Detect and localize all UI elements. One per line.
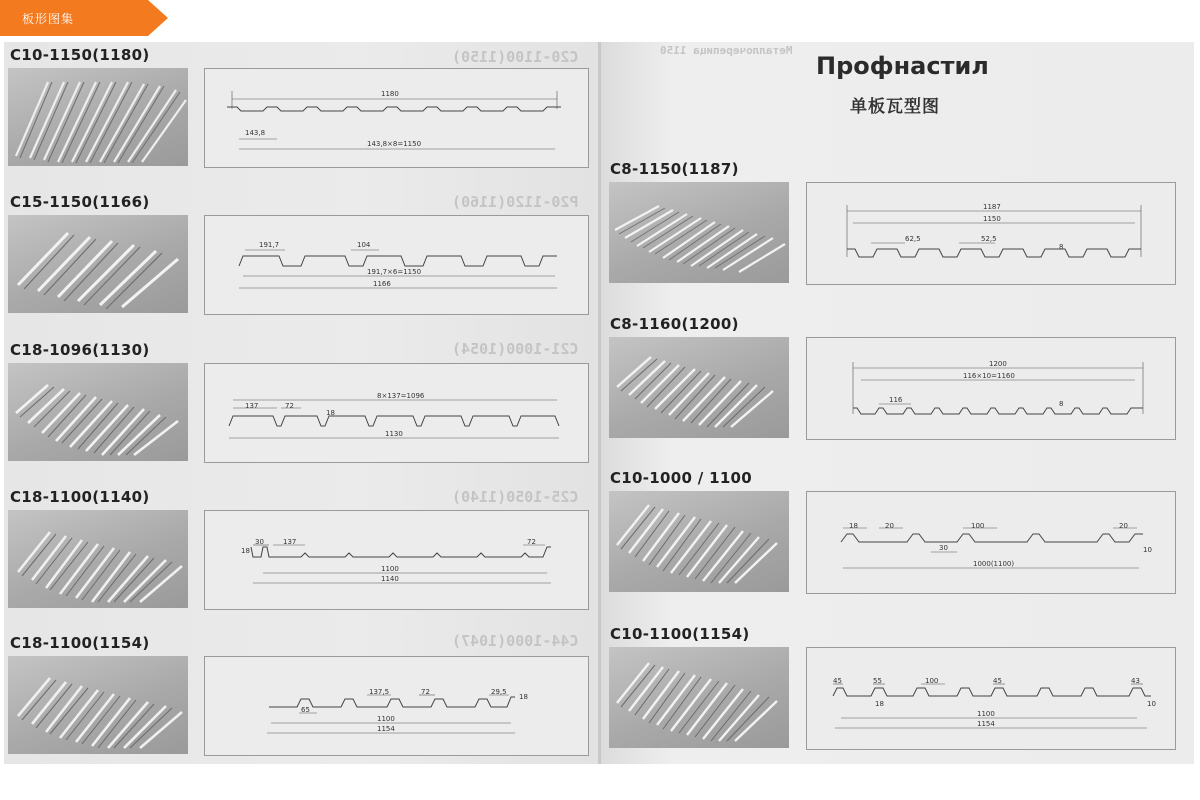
profile-drawing [205,511,588,609]
dim-label: 65 [301,706,310,714]
corrugated-sheet-image [8,510,188,608]
profile-title: C10-1100(1154) [610,625,750,643]
dim-label: 116×10=1160 [963,372,1015,380]
profile-drawing [205,364,588,462]
ghost-text: C25-1050(1140) [452,488,579,506]
profile-diagram [204,68,589,168]
dim-label: 1100 [977,710,995,718]
corrugated-sheet-image [8,363,188,461]
ghost-text: C21-1000(1054) [452,340,579,358]
dim-label: 45 [993,677,1002,685]
dim-label: 100 [971,522,985,530]
dim-label: 1100 [377,715,395,723]
dim-label: 8 [1059,243,1064,251]
profile-diagram [204,656,589,756]
dim-label: 10 [1143,546,1152,554]
sheet-photo [609,182,789,283]
dim-label: 116 [889,396,903,404]
dim-label: 137,5 [369,688,390,696]
profile-drawing [807,492,1175,593]
dim-label: 191,7 [259,241,280,249]
dim-label: 1166 [373,280,391,288]
profile-drawing [205,69,588,167]
dim-label: 18 [326,409,335,417]
dim-label: 1130 [385,430,403,438]
profile-title: C15-1150(1166) [10,193,150,211]
profile-title: C8-1160(1200) [610,315,739,333]
dim-label: 1180 [381,90,399,98]
dim-label: 72 [527,538,536,546]
section-tag-label: 板形图集 [22,12,75,26]
dim-label: 72 [421,688,430,696]
dim-label: 104 [357,241,371,249]
dim-label: 137 [245,402,259,410]
section-tag [0,0,168,36]
dim-label: 1187 [983,203,1001,211]
profile-title: C10-1150(1180) [10,46,150,64]
profile-diagram [204,215,589,315]
dim-label: 45 [833,677,842,685]
dim-label: 1100 [381,565,399,573]
dim-label: 18 [849,522,858,530]
dim-label: 43 [1131,677,1140,685]
sheet-photo [8,68,188,166]
profile-title: C18-1100(1154) [10,634,150,652]
dim-label: 18 [875,700,884,708]
sheet-photo [609,337,789,438]
profile-title: C18-1100(1140) [10,488,150,506]
sheet-photo [609,491,789,592]
ghost-text: C44-1000(1047) [452,632,579,650]
dim-label: 18 [241,547,250,555]
dim-label: 29,5 [491,688,507,696]
dim-label: 191,7×6=1150 [367,268,422,276]
dim-label: 30 [255,538,264,546]
dim-label: 143,8×8=1150 [367,140,422,148]
profile-diagram [204,363,589,463]
dim-label: 1154 [377,725,395,733]
profile-drawing [807,183,1175,284]
dim-label: 100 [925,677,939,685]
dim-label: 8×137=1096 [377,392,425,400]
ghost-text: P20-1120(1160) [452,193,579,211]
profile-title: C8-1150(1187) [610,160,739,178]
corrugated-sheet-image [609,647,789,748]
profile-drawing [205,216,588,314]
profile-drawing [807,648,1175,749]
dim-label: 1000(1100) [973,560,1015,568]
dim-label: 30 [939,544,948,552]
sheet-photo [8,363,188,461]
ghost-text: C20-1100(1150) [452,48,579,66]
sheet-photo [8,510,188,608]
corrugated-sheet-image [8,656,188,754]
dim-label: 137 [283,538,297,546]
dim-label: 52,5 [981,235,997,243]
dim-label: 62,5 [905,235,921,243]
dim-label: 20 [1119,522,1128,530]
dim-label: 1140 [381,575,399,583]
dim-label: 8 [1059,400,1064,408]
dim-label: 18 [519,693,528,701]
dim-label: 143,8 [245,129,266,137]
corrugated-sheet-image [609,337,789,438]
profile-drawing [205,657,588,755]
dim-label: 10 [1147,700,1156,708]
ghost-text: Металлочерепица 1150 [660,44,793,57]
sheet-photo [609,647,789,748]
corrugated-sheet-image [8,215,188,313]
dim-label: 72 [285,402,294,410]
dim-label: 1154 [977,720,995,728]
profile-diagram [806,491,1176,594]
dim-label: 1150 [983,215,1001,223]
profile-title: C18-1096(1130) [10,341,150,359]
heading-chinese: 单板瓦型图 [850,97,940,117]
profile-drawing [807,338,1175,439]
profile-diagram [806,647,1176,750]
sheet-photo [8,656,188,754]
dim-label: 1200 [989,360,1007,368]
corrugated-sheet-image [609,491,789,592]
corrugated-sheet-image [609,182,789,283]
profile-diagram [806,337,1176,440]
profile-diagram [806,182,1176,285]
sheet-photo [8,215,188,313]
heading-russian: Профнастил [816,52,989,80]
corrugated-sheet-image [8,68,188,166]
dim-label: 55 [873,677,882,685]
dim-label: 20 [885,522,894,530]
profile-diagram [204,510,589,610]
profile-title: C10-1000 / 1100 [610,469,753,487]
